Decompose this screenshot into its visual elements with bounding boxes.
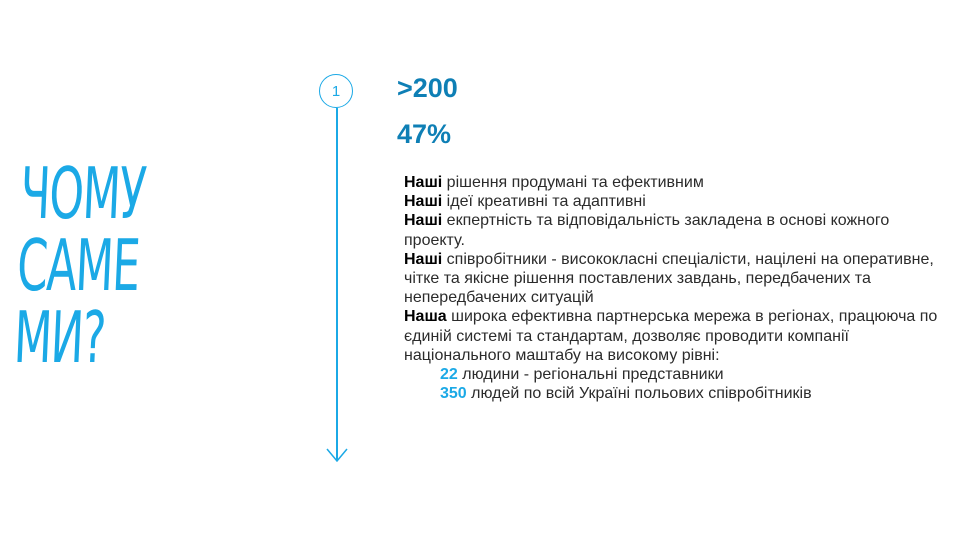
arrow-down-icon <box>326 448 348 462</box>
benefit-lead: Наші <box>404 174 443 191</box>
benefit-paragraph-3 <box>404 211 944 249</box>
benefit-paragraph-1 <box>404 173 944 192</box>
step-number: 1 <box>331 82 341 100</box>
benefit-text: рішення продумані та ефективним <box>442 174 704 191</box>
timeline <box>318 72 358 464</box>
sub-item-2 <box>404 384 944 403</box>
benefit-paragraph-5 <box>404 307 944 365</box>
stat-value-2: 47% <box>397 119 452 149</box>
slide-title <box>12 152 147 379</box>
benefit-text: ідеї креативні та адаптивні <box>442 193 646 211</box>
step-number-circle <box>319 74 353 108</box>
stat-value-1: >200 <box>397 73 458 103</box>
benefit-paragraph-4 <box>404 250 944 308</box>
sub-item-number: 22 <box>440 366 458 384</box>
sub-item-1 <box>404 365 944 384</box>
benefit-lead: Наша <box>404 308 447 326</box>
benefit-lead: Наші <box>404 193 443 211</box>
benefit-text: співробітники - висококласні спеціалісти, націлені на оперативне, чітке та якісне рішення поставлених завдань, передбачених та непередбачених ситуацій <box>404 250 934 307</box>
benefit-text: екпертність та відповідальність закладена в основі кожного проекту. <box>404 212 890 249</box>
benefit-lead: Наші <box>404 250 443 268</box>
title-line-3: МИ? <box>12 296 107 379</box>
title-line-2: САМЕ <box>15 224 141 307</box>
benefit-paragraph-2 <box>404 192 944 211</box>
benefit-lead: Наші <box>404 212 443 230</box>
timeline-line <box>336 108 338 460</box>
sub-item-text: людей по всій Україні польових співробітників <box>466 385 812 403</box>
benefits-text <box>404 173 944 403</box>
title-line-1: ЧОМУ <box>18 152 147 235</box>
benefit-text: широка ефективна партнерська мережа в регіонах, працююча по єдиній системі та стандартам, дозволяє проводити компанії національного маштабу на високому рівні: <box>404 308 938 364</box>
sub-item-number: 350 <box>440 385 467 403</box>
sub-item-text: людини - регіональні представники <box>457 366 724 384</box>
